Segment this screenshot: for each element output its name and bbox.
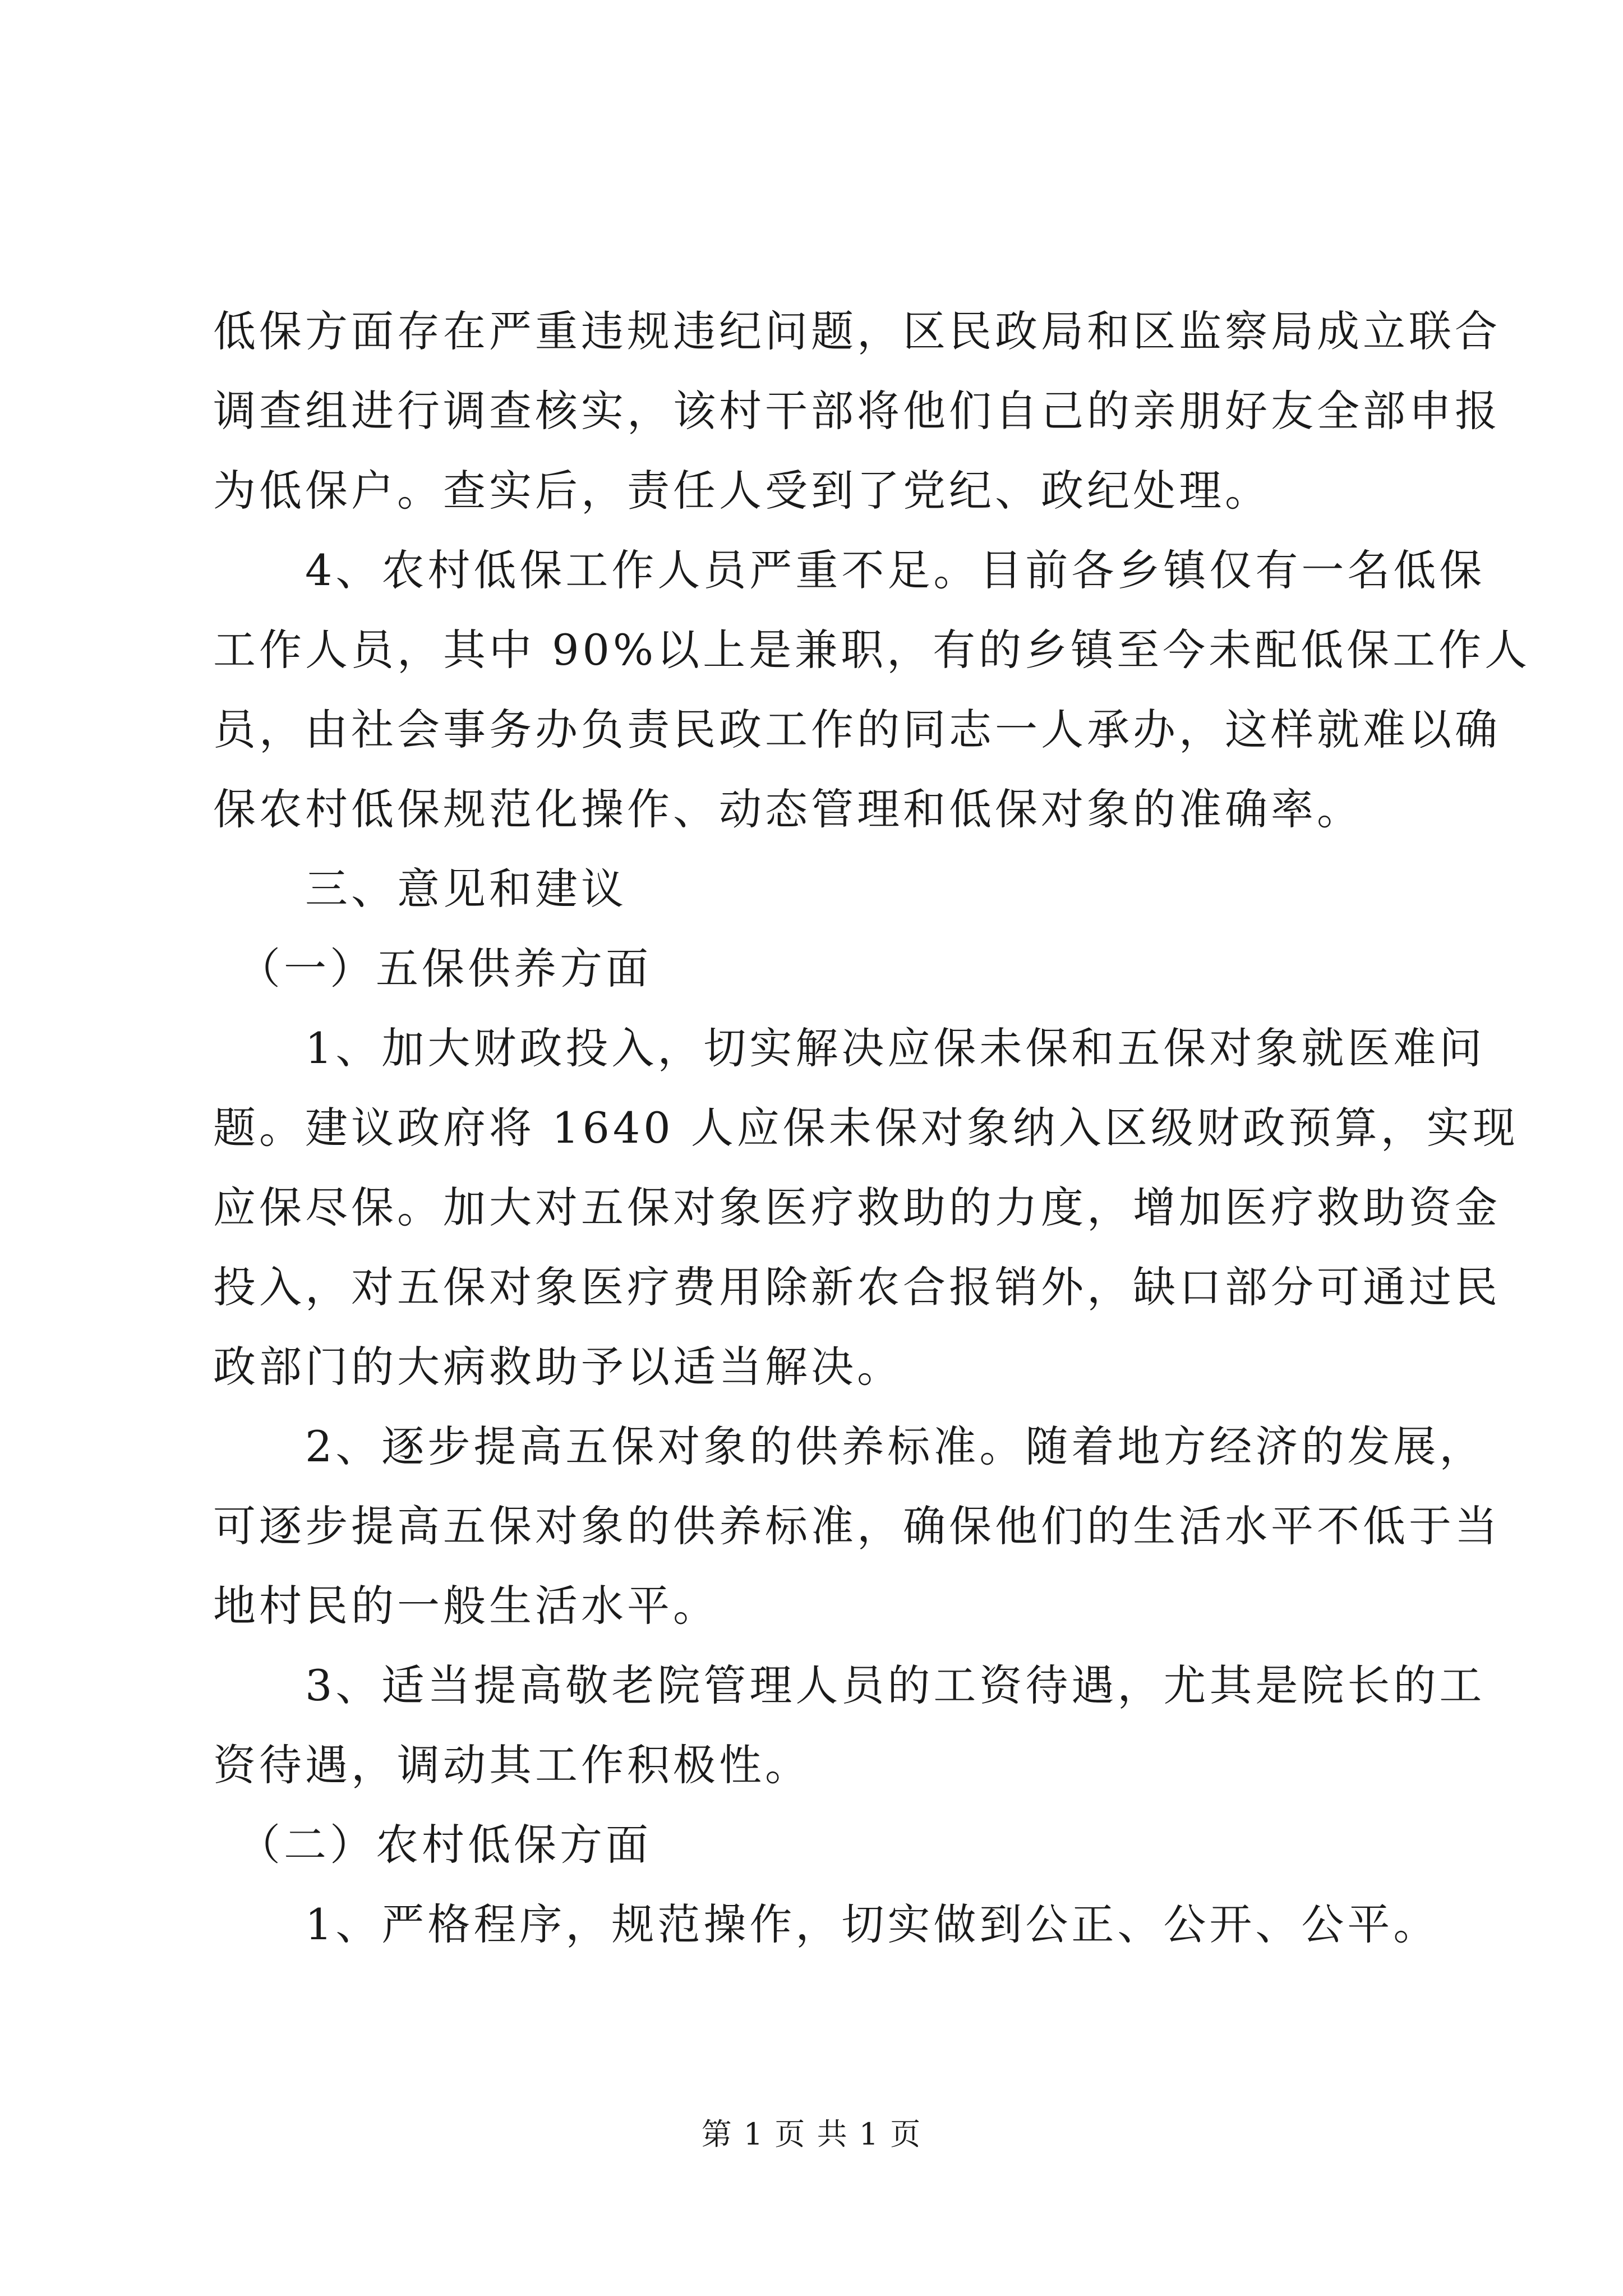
text-line: 低保方面存在严重违规违纪问题，区民政局和区监察局成立联合 xyxy=(213,306,1501,356)
text-line: 投入，对五保对象医疗费用除新农合报销外，缺口部分可通过民 xyxy=(213,1262,1501,1312)
text-line: 应保尽保。加大对五保对象医疗救助的力度，增加医疗救助资金 xyxy=(213,1182,1501,1232)
text-line: 为低保户。查实后，责任人受到了党纪、政纪处理。 xyxy=(213,466,1271,516)
text-line: 调查组进行调查核实，该村干部将他们自己的亲朋好友全部申报 xyxy=(213,386,1501,436)
text-line: 4、农村低保工作人员严重不足。目前各乡镇仅有一名低保 xyxy=(213,545,1486,595)
text-line: 保农村低保规范化操作、动态管理和低保对象的准确率。 xyxy=(213,784,1363,834)
section-heading: 三、意见和建议 xyxy=(213,864,627,914)
text-line: 政部门的大病救助予以适当解决。 xyxy=(213,1342,903,1392)
document-body xyxy=(213,292,1531,1964)
text-line: 1、加大财政投入，切实解决应保未保和五保对象就医难问 xyxy=(213,1023,1486,1073)
subsection-heading: （二）农村低保方面 xyxy=(213,1820,652,1870)
text-line: 工作人员，其中 90%以上是兼职，有的乡镇至今未配低保工作人 xyxy=(213,625,1531,675)
text-line: 3、适当提高敬老院管理人员的工资待遇，尤其是院长的工 xyxy=(213,1660,1486,1710)
text-line: 资待遇，调动其工作积极性。 xyxy=(213,1740,811,1790)
text-line: 2、逐步提高五保对象的供养标准。随着地方经济的发展， xyxy=(213,1421,1486,1471)
text-line: 员，由社会事务办负责民政工作的同志一人承办，这样就难以确 xyxy=(213,705,1501,754)
text-line: 1、严格程序，规范操作，切实做到公正、公开、公平。 xyxy=(213,1899,1440,1949)
page-footer: 第 1 页 共 1 页 xyxy=(701,2116,922,2152)
text-line: 可逐步提高五保对象的供养标准，确保他们的生活水平不低于当 xyxy=(213,1501,1501,1551)
text-line: 题。建议政府将 1640 人应保未保对象纳入区级财政预算，实现 xyxy=(213,1103,1519,1153)
subsection-heading: （一）五保供养方面 xyxy=(213,944,652,993)
text-line: 地村民的一般生活水平。 xyxy=(213,1581,719,1631)
